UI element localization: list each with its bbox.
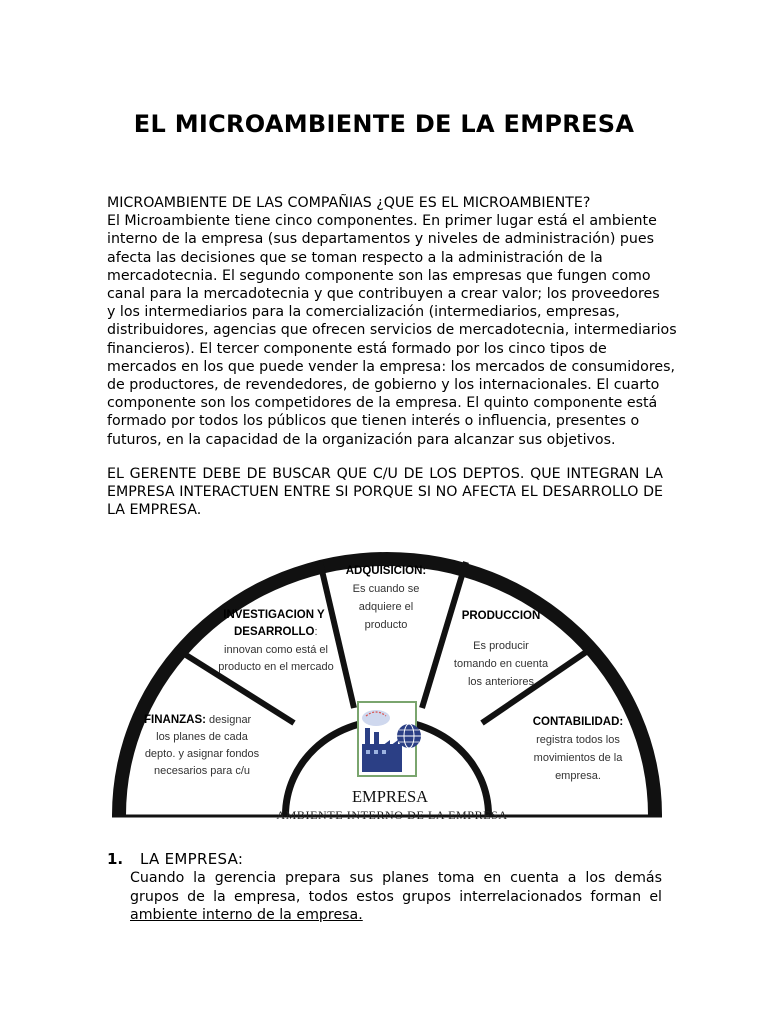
intro-line: futuros, en la capacidad de la organización para alcanzar sus objetivos. xyxy=(107,431,616,448)
gerente-paragraph: EL GERENTE DEBE DE BUSCAR QUE C/U DE LOS DEPTOS. QUE INTEGRAN LA EMPRESA INTERACTUEN ENTRE SI PORQUE SI NO AFECTA EL DESARROLLO DE LA EMPRESA. xyxy=(107,466,663,519)
segment-contabilidad-head: CONTABILIDAD: xyxy=(532,716,624,728)
ambiente-interno-label: AMBIENTE INTERNO DE LA EMPRESA xyxy=(276,808,508,822)
contabilidad-line: movimientos de la xyxy=(533,752,623,764)
intro-line: financieros). El tercer componente está formado por los cinco tipos de xyxy=(107,340,607,357)
intro-line: distribuidores, agencias que ofrecen servicios de mercadotecnia, intermediarios xyxy=(107,322,677,339)
segment-investigacion-head2: DESARROLLO: xyxy=(234,626,318,638)
microambiente-diagram xyxy=(104,540,670,830)
section-underlined-text: ambiente interno de la empresa. xyxy=(130,907,363,923)
intro-line: canal para la mercadotecnia y que contribuyen a crear valor; los proveedores xyxy=(107,286,660,303)
contabilidad-line: registra todos los xyxy=(536,734,620,746)
adquisicion-line: Es cuando se xyxy=(352,583,420,595)
finanzas-line: necesarios para c/u xyxy=(154,765,250,777)
empresa-label: EMPRESA xyxy=(351,787,429,806)
intro-line: componente son los competidores de la empresa. El quinto componente está xyxy=(107,395,658,412)
finanzas-line: los planes de cada xyxy=(156,731,248,743)
adquisicion-line: producto xyxy=(364,619,408,631)
intro-line: de productores, de revendedores, de gobierno y los internacionales. El cuarto xyxy=(107,377,660,394)
finanzas-line: depto. y asignar fondos xyxy=(144,748,260,760)
section-heading xyxy=(107,850,243,868)
intro-paragraph xyxy=(107,194,677,449)
adquisicion-line: adquiere el xyxy=(358,601,414,613)
intro-line: mercados en los que puede vender la empresa: los mercados de consumidores, xyxy=(107,358,676,375)
investigacion-line: producto en el mercado xyxy=(218,661,334,673)
segment-finanzas: FINANZAS: designar xyxy=(144,714,252,726)
factory-globe-icon xyxy=(358,702,421,776)
intro-line: El Microambiente tiene cinco componentes. En primer lugar está el ambiente xyxy=(107,213,657,230)
intro-line: y los intermediarios para la comercialización (intermediarios, empresas, xyxy=(107,304,620,321)
segment-investigacion-head: INVESTIGACION Y xyxy=(223,609,325,621)
segment-adquisicion-head: ADQUISICION: xyxy=(345,565,427,577)
produccion-line: tomando en cuenta xyxy=(453,658,549,670)
intro-line: formado por todos los públicos que tienen interés o influencia, presentes o xyxy=(107,413,640,430)
section-number: 1. xyxy=(107,850,124,868)
produccion-line: Es producir xyxy=(473,640,529,652)
produccion-line: los anteriores xyxy=(467,676,535,688)
section-title: LA EMPRESA: xyxy=(140,850,244,868)
intro-line: MICROAMBIENTE DE LAS COMPAÑIAS ¿QUE ES EL MICROAMBIENTE? xyxy=(107,195,591,211)
segment-divider xyxy=(422,562,466,708)
investigacion-line: innovan como está el xyxy=(224,644,328,656)
intro-line: interno de la empresa (sus departamentos y niveles de administración) pues xyxy=(107,231,655,248)
segment-produccion-head: PRODUCCION xyxy=(461,610,541,622)
intro-line: mercadotecnia. El segundo componente son las empresas que fungen como xyxy=(107,267,651,284)
section-text: Cuando la gerencia prepara sus planes toma en cuenta a los demás grupos de la empresa, todos estos grupos interrelacionados forman el xyxy=(130,870,662,905)
section-paragraph xyxy=(130,869,662,925)
intro-line: afecta las decisiones que se toman respecto a la administración de la xyxy=(107,249,603,266)
segment-divider xyxy=(320,562,354,708)
contabilidad-line: empresa. xyxy=(555,770,601,782)
document-title: EL MICROAMBIENTE DE LA EMPRESA xyxy=(133,110,635,138)
